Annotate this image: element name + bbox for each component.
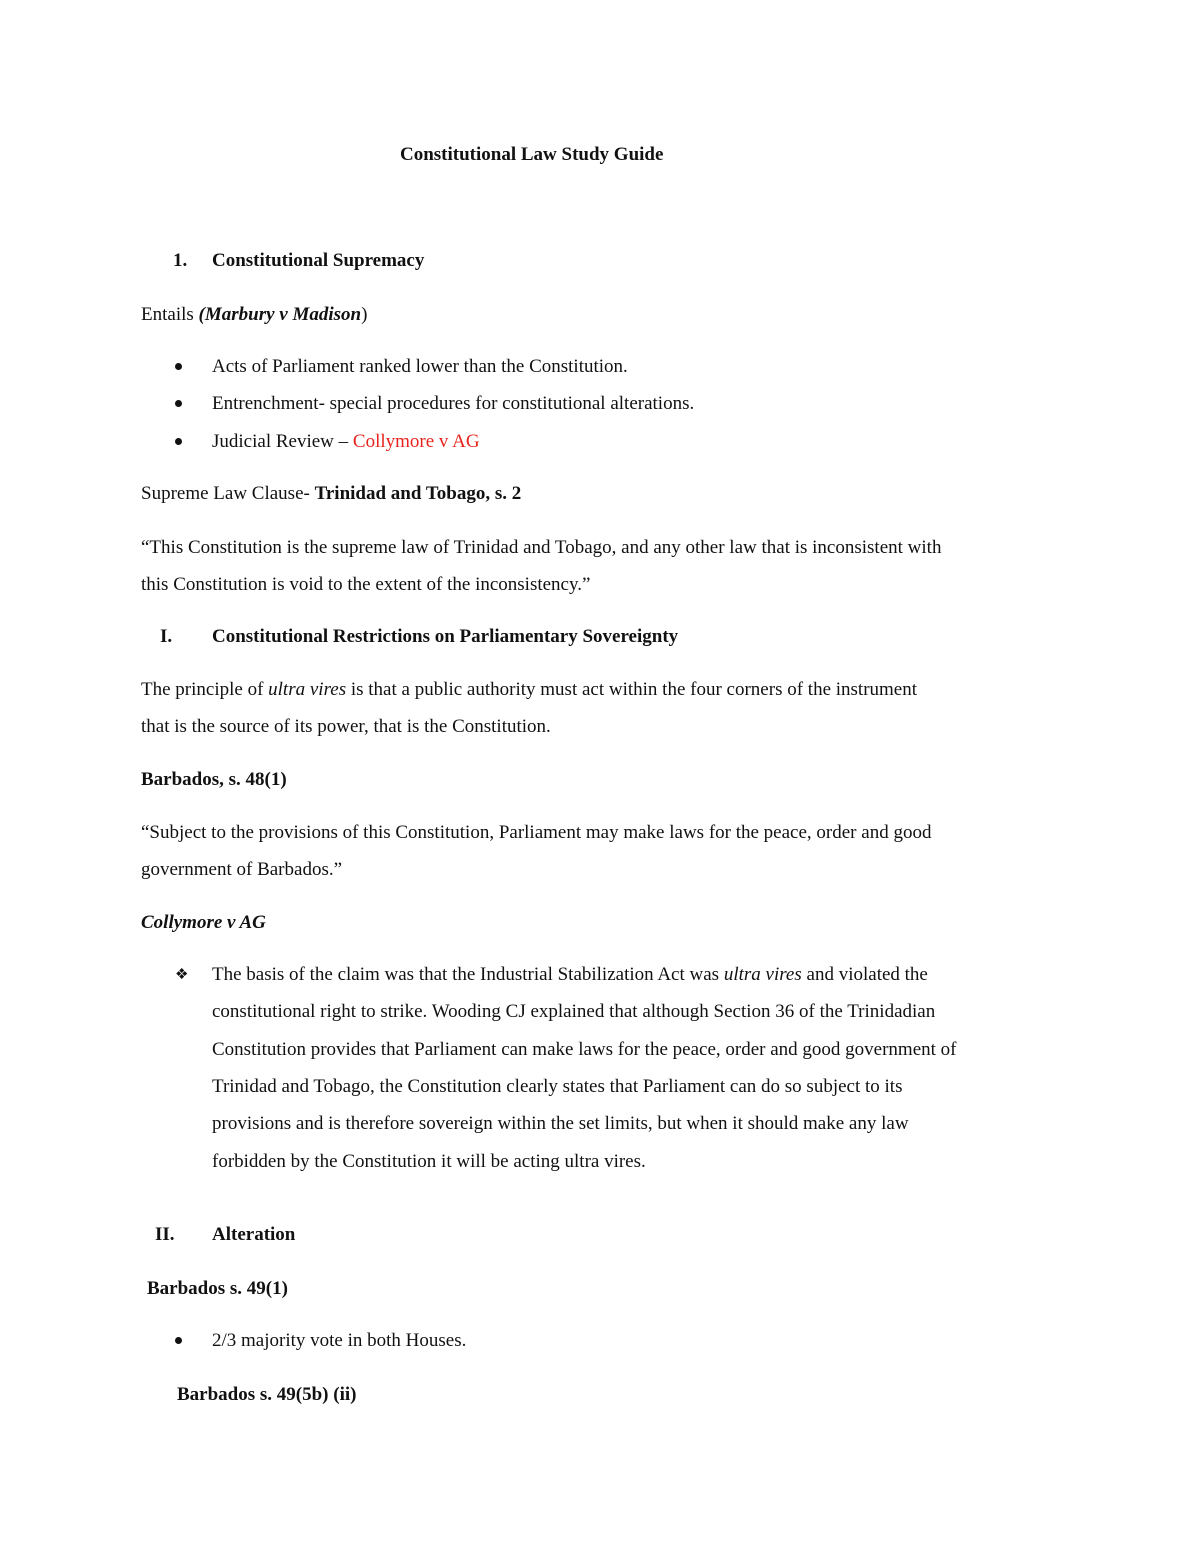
bullet-dot — [175, 363, 182, 370]
case-heading: Collymore v AG — [141, 912, 266, 933]
section-1-number: 1. — [173, 250, 188, 271]
document-title: Constitutional Law Study Guide — [400, 144, 664, 165]
barbados-49-5b-ref: Barbados s. 49(5b) (ii) — [177, 1384, 357, 1405]
quote-line: this Constitution is void to the extent of the inconsistency.” — [141, 574, 591, 595]
para-text: The basis of the claim was that the Industrial Stabilization Act was — [212, 964, 724, 985]
quote-line: “This Constitution is the supreme law of Trinidad and Tobago, and any other law that is inconsistent with — [141, 537, 942, 558]
entails-prefix: Entails — [141, 304, 199, 325]
diamond-bullet-icon: ❖ — [175, 967, 189, 983]
bullet-item: Entrenchment- special procedures for constitutional alterations. — [212, 393, 695, 414]
collymore-case-link: Collymore v AG — [352, 431, 480, 452]
barbados-quote-line: “Subject to the provisions of this Constitution, Parliament may make laws for the peace, order and good — [141, 822, 932, 843]
bullet-item: 2/3 majority vote in both Houses. — [212, 1330, 467, 1351]
case-para-line — [212, 964, 928, 986]
case-para-line: forbidden by the Constitution it will be acting ultra vires. — [212, 1151, 646, 1172]
entails-case: (Marbury v Madison — [198, 304, 362, 325]
para-text: and violated the — [801, 964, 928, 985]
section-I-number: I. — [160, 626, 173, 647]
case-para-line: provisions and is therefore sovereign within the set limits, but when it should make any law — [212, 1113, 909, 1134]
para-italic: ultra vires — [723, 964, 802, 985]
para-text: is that a public authority must act within the four corners of the instrument — [346, 679, 918, 700]
supreme-law-clause — [141, 483, 521, 505]
case-para-line: Constitution provides that Parliament can make laws for the peace, order and good government of — [212, 1039, 957, 1060]
bullet-dot — [175, 1337, 182, 1344]
bullet-dot — [175, 438, 182, 445]
para-italic: ultra vires — [268, 679, 347, 700]
supreme-law-label: Supreme Law Clause- — [141, 483, 315, 504]
ultra-vires-para-line: that is the source of its power, that is the Constitution. — [141, 716, 551, 737]
section-1-heading: Constitutional Supremacy — [212, 250, 425, 271]
entails-line — [141, 304, 367, 326]
bullet-item — [212, 431, 480, 453]
barbados-48-ref: Barbados, s. 48(1) — [141, 769, 287, 790]
barbados-49-1-ref: Barbados s. 49(1) — [147, 1278, 288, 1299]
bullet-dot — [175, 400, 182, 407]
bullet-item: Acts of Parliament ranked lower than the Constitution. — [212, 356, 628, 377]
ultra-vires-para-line — [141, 679, 917, 701]
section-II-number: II. — [155, 1224, 175, 1245]
barbados-quote-line: government of Barbados.” — [141, 859, 343, 880]
section-I-heading: Constitutional Restrictions on Parliamentary Sovereignty — [212, 626, 679, 647]
judicial-review-label: Judicial Review – — [212, 431, 353, 452]
section-II-heading: Alteration — [212, 1224, 296, 1245]
case-para-line: Trinidad and Tobago, the Constitution clearly states that Parliament can do so subject to its — [212, 1076, 903, 1097]
case-para-line: constitutional right to strike. Wooding CJ explained that although Section 36 of the Trinidadian — [212, 1001, 936, 1022]
entails-suffix: ) — [361, 304, 368, 325]
para-text: The principle of — [141, 679, 269, 700]
supreme-law-ref: Trinidad and Tobago, s. 2 — [314, 483, 522, 504]
